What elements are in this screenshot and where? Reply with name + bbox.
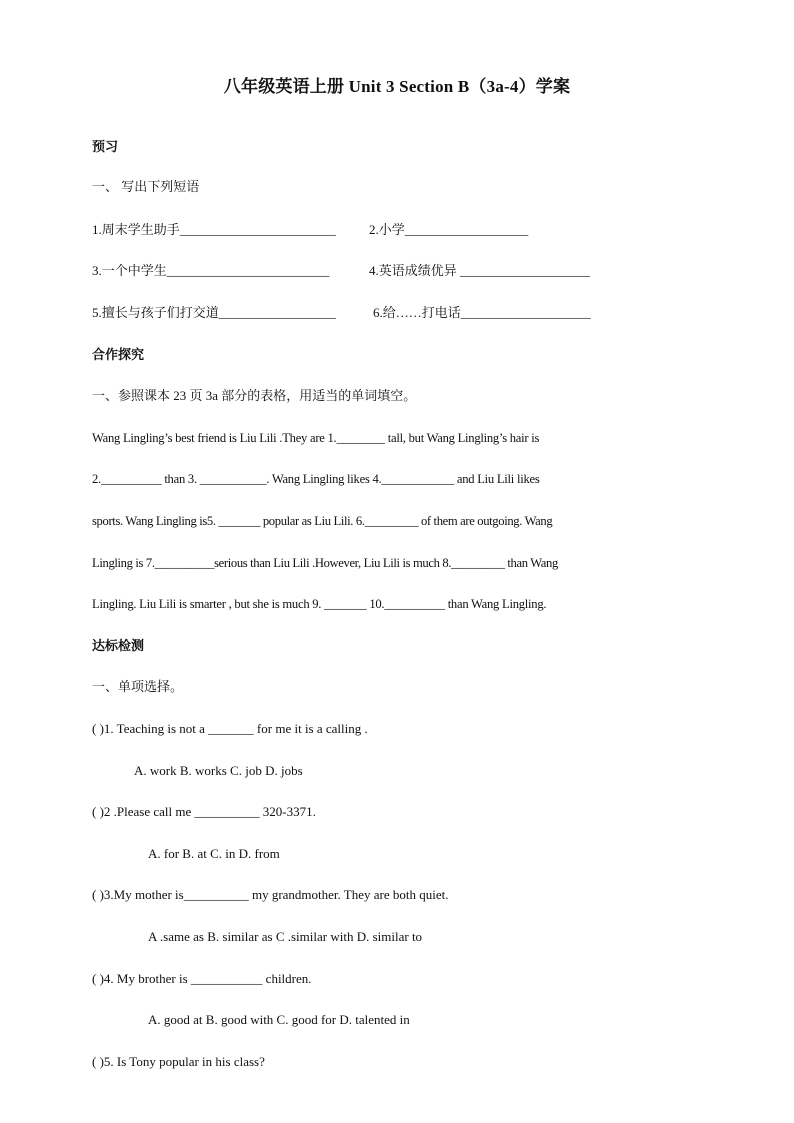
phrase-item-4: 4.英语成绩优异 ____________________ xyxy=(369,263,591,278)
coop-instruction: 一、参照课本 23 页 3a 部分的表格，用适当的单词填空。 xyxy=(92,388,417,403)
cloze-line-1: Wang Lingling’s best friend is Liu Lili .They are 1.________ tall, but Wang Lingling’s hair is xyxy=(92,431,540,445)
phrase-item-1: 1.周末学生助手________________________ xyxy=(92,222,336,237)
section-heading-coop: 合作探究 xyxy=(92,347,145,362)
section-heading-preview: 预习 xyxy=(92,139,119,154)
phrase-item-3: 3.一个中学生_________________________ xyxy=(92,263,330,278)
phrase-item-2: 2.小学___________________ xyxy=(369,222,529,237)
cloze-line-3: sports. Wang Lingling is5. _______ popular as Liu Lili. 6._________ of them are outgoing. Wang xyxy=(92,514,553,528)
cloze-line-2: 2.__________ than 3. ___________. Wang Lingling likes 4.____________ and Liu Lili likes xyxy=(92,472,540,486)
question-3-options: A .same as B. similar as C .similar with D. similar to xyxy=(148,929,423,944)
preview-instruction: 一、 写出下列短语 xyxy=(92,179,200,194)
question-2: ( )2 .Please call me __________ 320-3371. xyxy=(92,804,316,819)
phrase-item-5: 5.擅长与孩子们打交道__________________ xyxy=(92,305,336,320)
page-title: 八年级英语上册 Unit 3 Section B（3a-4）学案 xyxy=(223,77,571,96)
test-instruction: 一、单项选择。 xyxy=(92,679,184,694)
section-heading-test: 达标检测 xyxy=(92,638,145,653)
question-4-options: A. good at B. good with C. good for D. talented in xyxy=(148,1012,410,1027)
cloze-line-5: Lingling. Liu Lili is smarter , but she is much 9. _______ 10.__________ than Wang Lingling. xyxy=(92,597,547,611)
question-1: ( )1. Teaching is not a _______ for me it is a calling . xyxy=(92,721,368,736)
cloze-line-4: Lingling is 7.__________serious than Liu Lili .However, Liu Lili is much 8._________ than Wang xyxy=(92,556,558,570)
question-5: ( )5. Is Tony popular in his class? xyxy=(92,1054,265,1069)
question-2-options: A. for B. at C. in D. from xyxy=(148,846,280,861)
question-4: ( )4. My brother is ___________ children. xyxy=(92,971,312,986)
phrase-item-6: 6.给……打电话____________________ xyxy=(373,305,591,320)
question-1-options: A. work B. works C. job D. jobs xyxy=(134,763,303,778)
question-3: ( )3.My mother is__________ my grandmother. They are both quiet. xyxy=(92,887,449,902)
